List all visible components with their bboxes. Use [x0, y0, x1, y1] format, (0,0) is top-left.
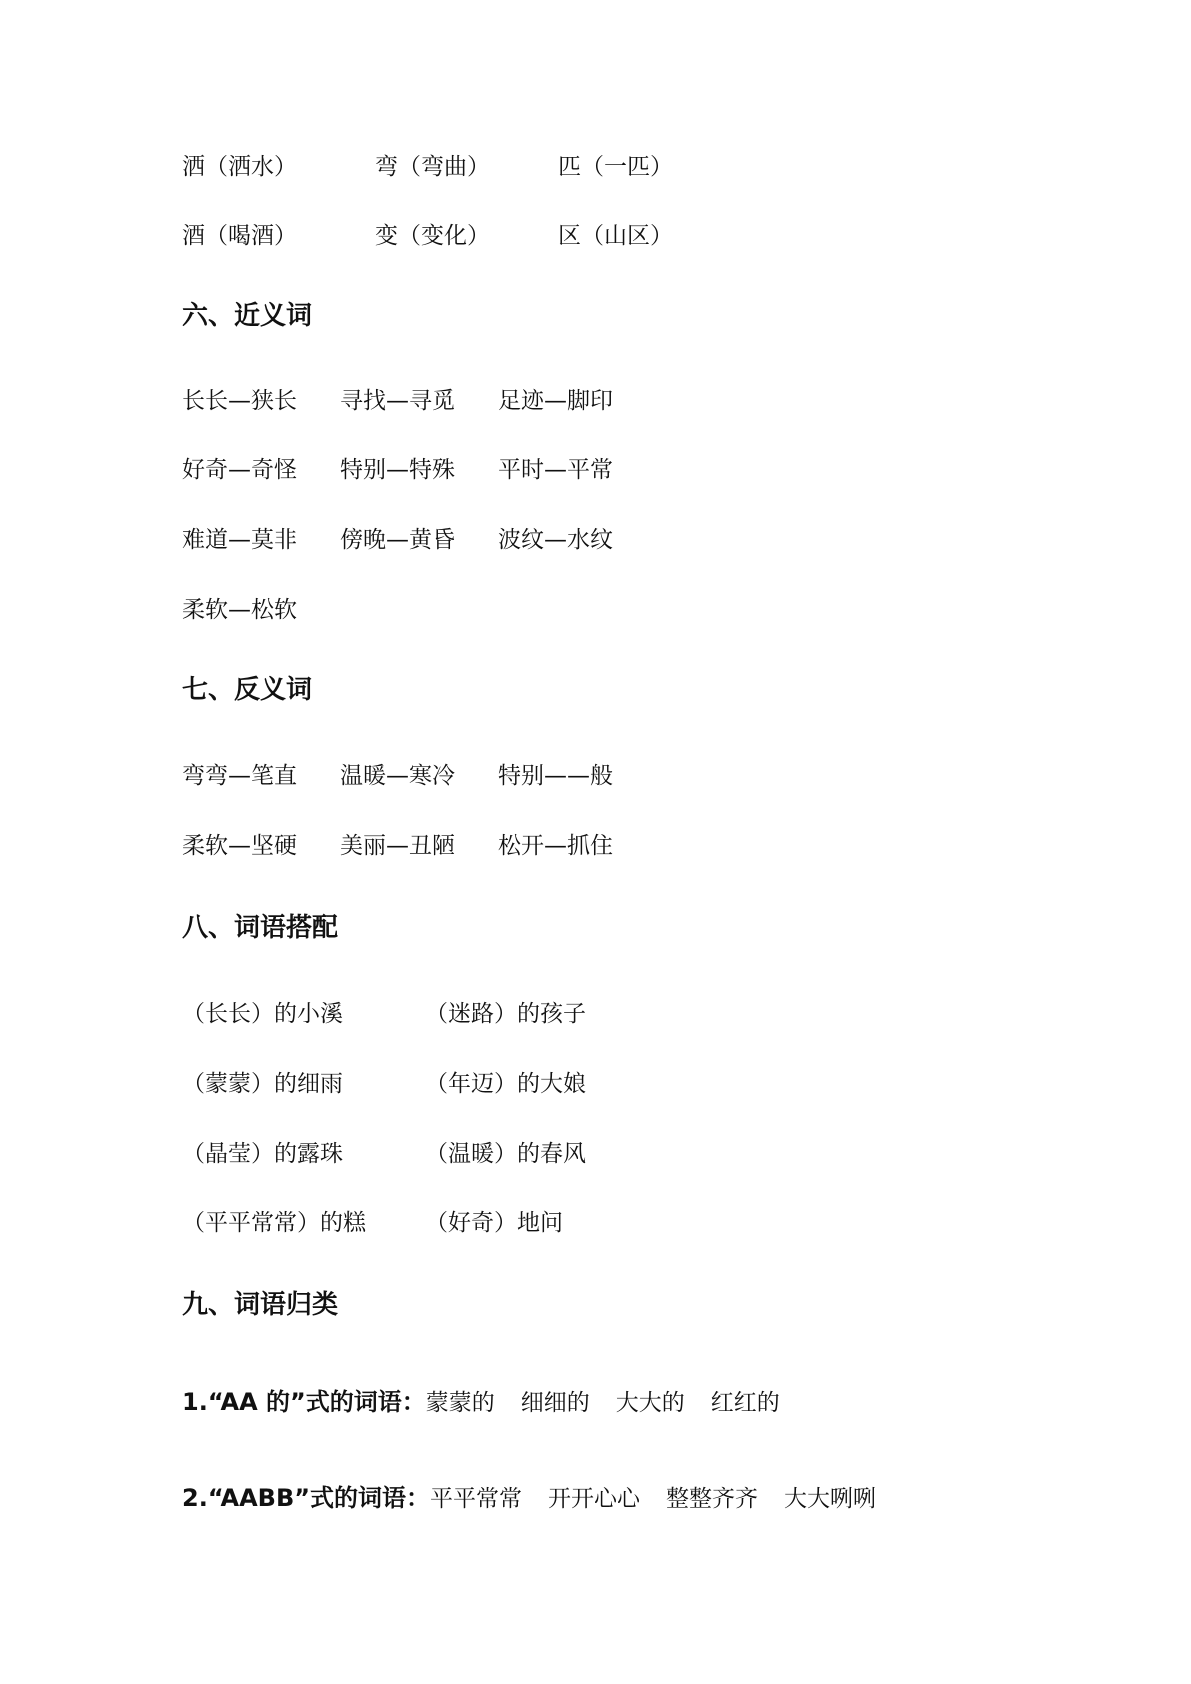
synonym-pair: 特别—特殊	[340, 457, 455, 483]
antonym-pair: 美丽—丑陋	[340, 833, 455, 859]
collocation-phrase: （平平常常）的糕	[182, 1210, 366, 1236]
antonym-pair: 松开—抓住	[498, 833, 613, 859]
word-pair: 弯（弯曲）	[375, 154, 490, 180]
classified-word: 细细的	[520, 1390, 590, 1416]
word-pair: 区（山区）	[558, 223, 673, 249]
synonym-pair: 长长—狭长	[182, 388, 297, 414]
synonym-pair: 寻找—寻觅	[340, 388, 455, 414]
section-heading-classification: 九、词语归类	[182, 1290, 339, 1320]
collocation-phrase: （温暖）的春风	[425, 1141, 586, 1167]
collocation-phrase: （蒙蒙）的细雨	[182, 1071, 343, 1097]
collocation-phrase: （年迈）的大娘	[425, 1071, 586, 1097]
classification-label: 2.“AABB”式的词语：	[182, 1484, 431, 1512]
section-heading-synonyms: 六、近义词	[182, 301, 313, 331]
classification-label: 1.“AA 的”式的词语：	[182, 1388, 426, 1416]
classified-word: 大大咧咧	[784, 1486, 877, 1512]
classified-word: 红红的	[710, 1390, 780, 1416]
section-heading-antonyms: 七、反义词	[182, 675, 313, 705]
collocation-phrase: （晶莹）的露珠	[182, 1141, 343, 1167]
classification-item	[182, 1384, 780, 1421]
word-pair: 酒（喝酒）	[182, 223, 297, 249]
classified-word: 蒙蒙的	[425, 1390, 495, 1416]
synonym-pair: 好奇—奇怪	[182, 457, 297, 483]
word-pair: 洒（洒水）	[182, 154, 297, 180]
word-pair: 匹（一匹）	[558, 154, 673, 180]
collocation-phrase: （好奇）地问	[425, 1210, 563, 1236]
classification-item	[182, 1480, 876, 1517]
antonym-pair: 弯弯—笔直	[182, 763, 297, 789]
classified-word: 平平常常	[430, 1486, 523, 1512]
classified-word: 开开心心	[548, 1486, 641, 1512]
antonym-pair: 特别——般	[498, 763, 613, 789]
word-pair: 变（变化）	[375, 223, 490, 249]
synonym-pair: 平时—平常	[498, 457, 613, 483]
antonym-pair: 温暖—寒冷	[340, 763, 455, 789]
synonym-pair: 难道—莫非	[182, 527, 297, 553]
classified-word: 大大的	[615, 1390, 685, 1416]
section-heading-collocations: 八、词语搭配	[182, 913, 339, 943]
synonym-pair: 柔软—松软	[182, 597, 297, 623]
synonym-pair: 傍晚—黄昏	[340, 527, 455, 553]
synonym-pair: 足迹—脚印	[498, 388, 613, 414]
synonym-pair: 波纹—水纹	[498, 527, 613, 553]
antonym-pair: 柔软—坚硬	[182, 833, 297, 859]
classified-word: 整整齐齐	[666, 1486, 759, 1512]
collocation-phrase: （迷路）的孩子	[425, 1001, 586, 1027]
collocation-phrase: （长长）的小溪	[182, 1001, 343, 1027]
